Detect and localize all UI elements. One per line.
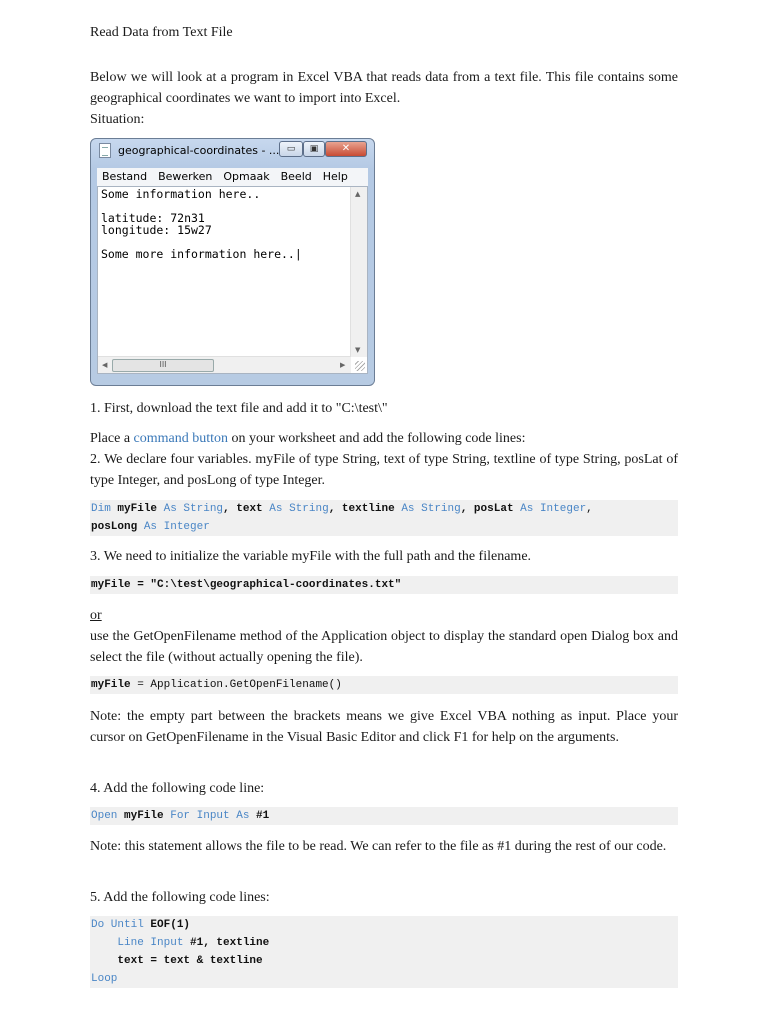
code-token: , text (223, 503, 270, 515)
code-token: As String (401, 503, 461, 515)
code-token: As Integer (520, 503, 587, 515)
code-block-getopenfilename (90, 676, 678, 694)
code-token (91, 937, 117, 949)
code-token: EOF(1) (143, 919, 191, 931)
code-token: , posLat (460, 503, 521, 515)
vertical-scrollbar[interactable] (350, 187, 367, 357)
scroll-left-icon[interactable]: ◀ (102, 361, 108, 369)
code-token: For Input As (170, 810, 250, 822)
note-2-paragraph: Note: this statement allows the file to be read. We can refer to the file as #1 during the rest of our code. (90, 839, 667, 854)
place-prefix: Place a (90, 431, 134, 446)
step-1-text: 1. First, download the text file and add it to "C:\test\" (90, 401, 388, 416)
code-token: posLong (91, 521, 144, 533)
close-button[interactable]: ✕ (325, 141, 367, 157)
code-token: myFile (91, 579, 131, 591)
notepad-icon (99, 143, 111, 158)
code-token: Do Until (91, 919, 144, 931)
code-token: = "C:\test\geographical-coordinates.txt" (130, 579, 402, 591)
command-button-link[interactable]: command button (133, 431, 229, 446)
notepad-title: geographical-coordinates - ... (118, 144, 280, 157)
alternative-paragraph: use the GetOpenFilename method of the Application object to display the standard open Dialog box and select the file (without actually opening the file). (90, 629, 678, 665)
horizontal-scrollbar[interactable] (98, 356, 351, 373)
step-4-text: 4. Add the following code line: (90, 781, 265, 796)
code-token: #1, textline (183, 937, 270, 949)
code-token: Loop (91, 973, 118, 985)
step-3-text: 3. We need to initialize the variable myFile with the full path and the filename. (90, 549, 532, 564)
scroll-up-icon[interactable]: ▲ (355, 190, 361, 198)
code-token: text = text & textline (91, 955, 263, 967)
menu-beeld[interactable]: Beeld (280, 170, 312, 183)
menu-help[interactable]: Help (322, 170, 348, 183)
minimize-button[interactable]: ▭ (279, 141, 303, 157)
code-token: As String (269, 503, 329, 515)
code-block-read-loop (90, 916, 678, 988)
notepad-window (90, 138, 375, 386)
notepad-content: Some information here.. latitude: 72n31 longitude: 15w27 Some more information here..| (101, 187, 302, 261)
code-token: = Application.GetOpenFilename() (130, 679, 342, 691)
code-token: Dim (91, 503, 111, 515)
code-block-declarations (90, 500, 678, 536)
code-block-myfile-path (90, 576, 678, 594)
code-token: , textline (328, 503, 402, 515)
place-suffix: on your worksheet and add the following code lines: (228, 431, 526, 446)
notepad-editor[interactable] (97, 186, 368, 374)
code-token: Open (91, 810, 118, 822)
code-token: myFile (117, 810, 171, 822)
page-title: Read Data from Text File (90, 25, 233, 40)
intro-paragraph: Below we will look at a program in Excel VBA that reads data from a text file. This file contains some geographical coordinates we want to import into Excel. (90, 70, 678, 106)
resize-grip-icon[interactable] (355, 361, 365, 371)
scroll-right-icon[interactable]: ▶ (340, 361, 346, 369)
code-block-open-file (90, 807, 678, 825)
situation-label: Situation: (90, 112, 145, 127)
code-token: Line Input (117, 937, 184, 949)
code-token: myFile (91, 679, 131, 691)
or-label: or (90, 608, 102, 623)
code-token: myFile (110, 503, 164, 515)
notepad-menubar (97, 168, 368, 186)
note-1-paragraph: Note: the empty part between the brackets means we give Excel VBA nothing as input. Place your cursor on GetOpenFilename in the Visual Basic Editor and click F1 for help on the arguments. (90, 709, 678, 745)
code-token: #1 (249, 810, 270, 822)
place-button-paragraph (90, 428, 678, 449)
maximize-button[interactable]: ▣ (303, 141, 325, 157)
code-token: As String (163, 503, 224, 515)
step-2-text: 2. We declare four variables. myFile of type String, text of type String, textline of type String, posLat of type Integer, and posLong of type Integer. (90, 452, 678, 488)
step-5-text: 5. Add the following code lines: (90, 890, 270, 905)
code-token: , (586, 503, 593, 515)
menu-bestand[interactable]: Bestand (102, 170, 148, 183)
horizontal-scroll-thumb[interactable]: III (112, 359, 214, 372)
scroll-down-icon[interactable]: ▼ (355, 346, 361, 354)
code-token: As Integer (143, 521, 210, 533)
menu-bewerken[interactable]: Bewerken (158, 170, 213, 183)
menu-opmaak[interactable]: Opmaak (223, 170, 270, 183)
